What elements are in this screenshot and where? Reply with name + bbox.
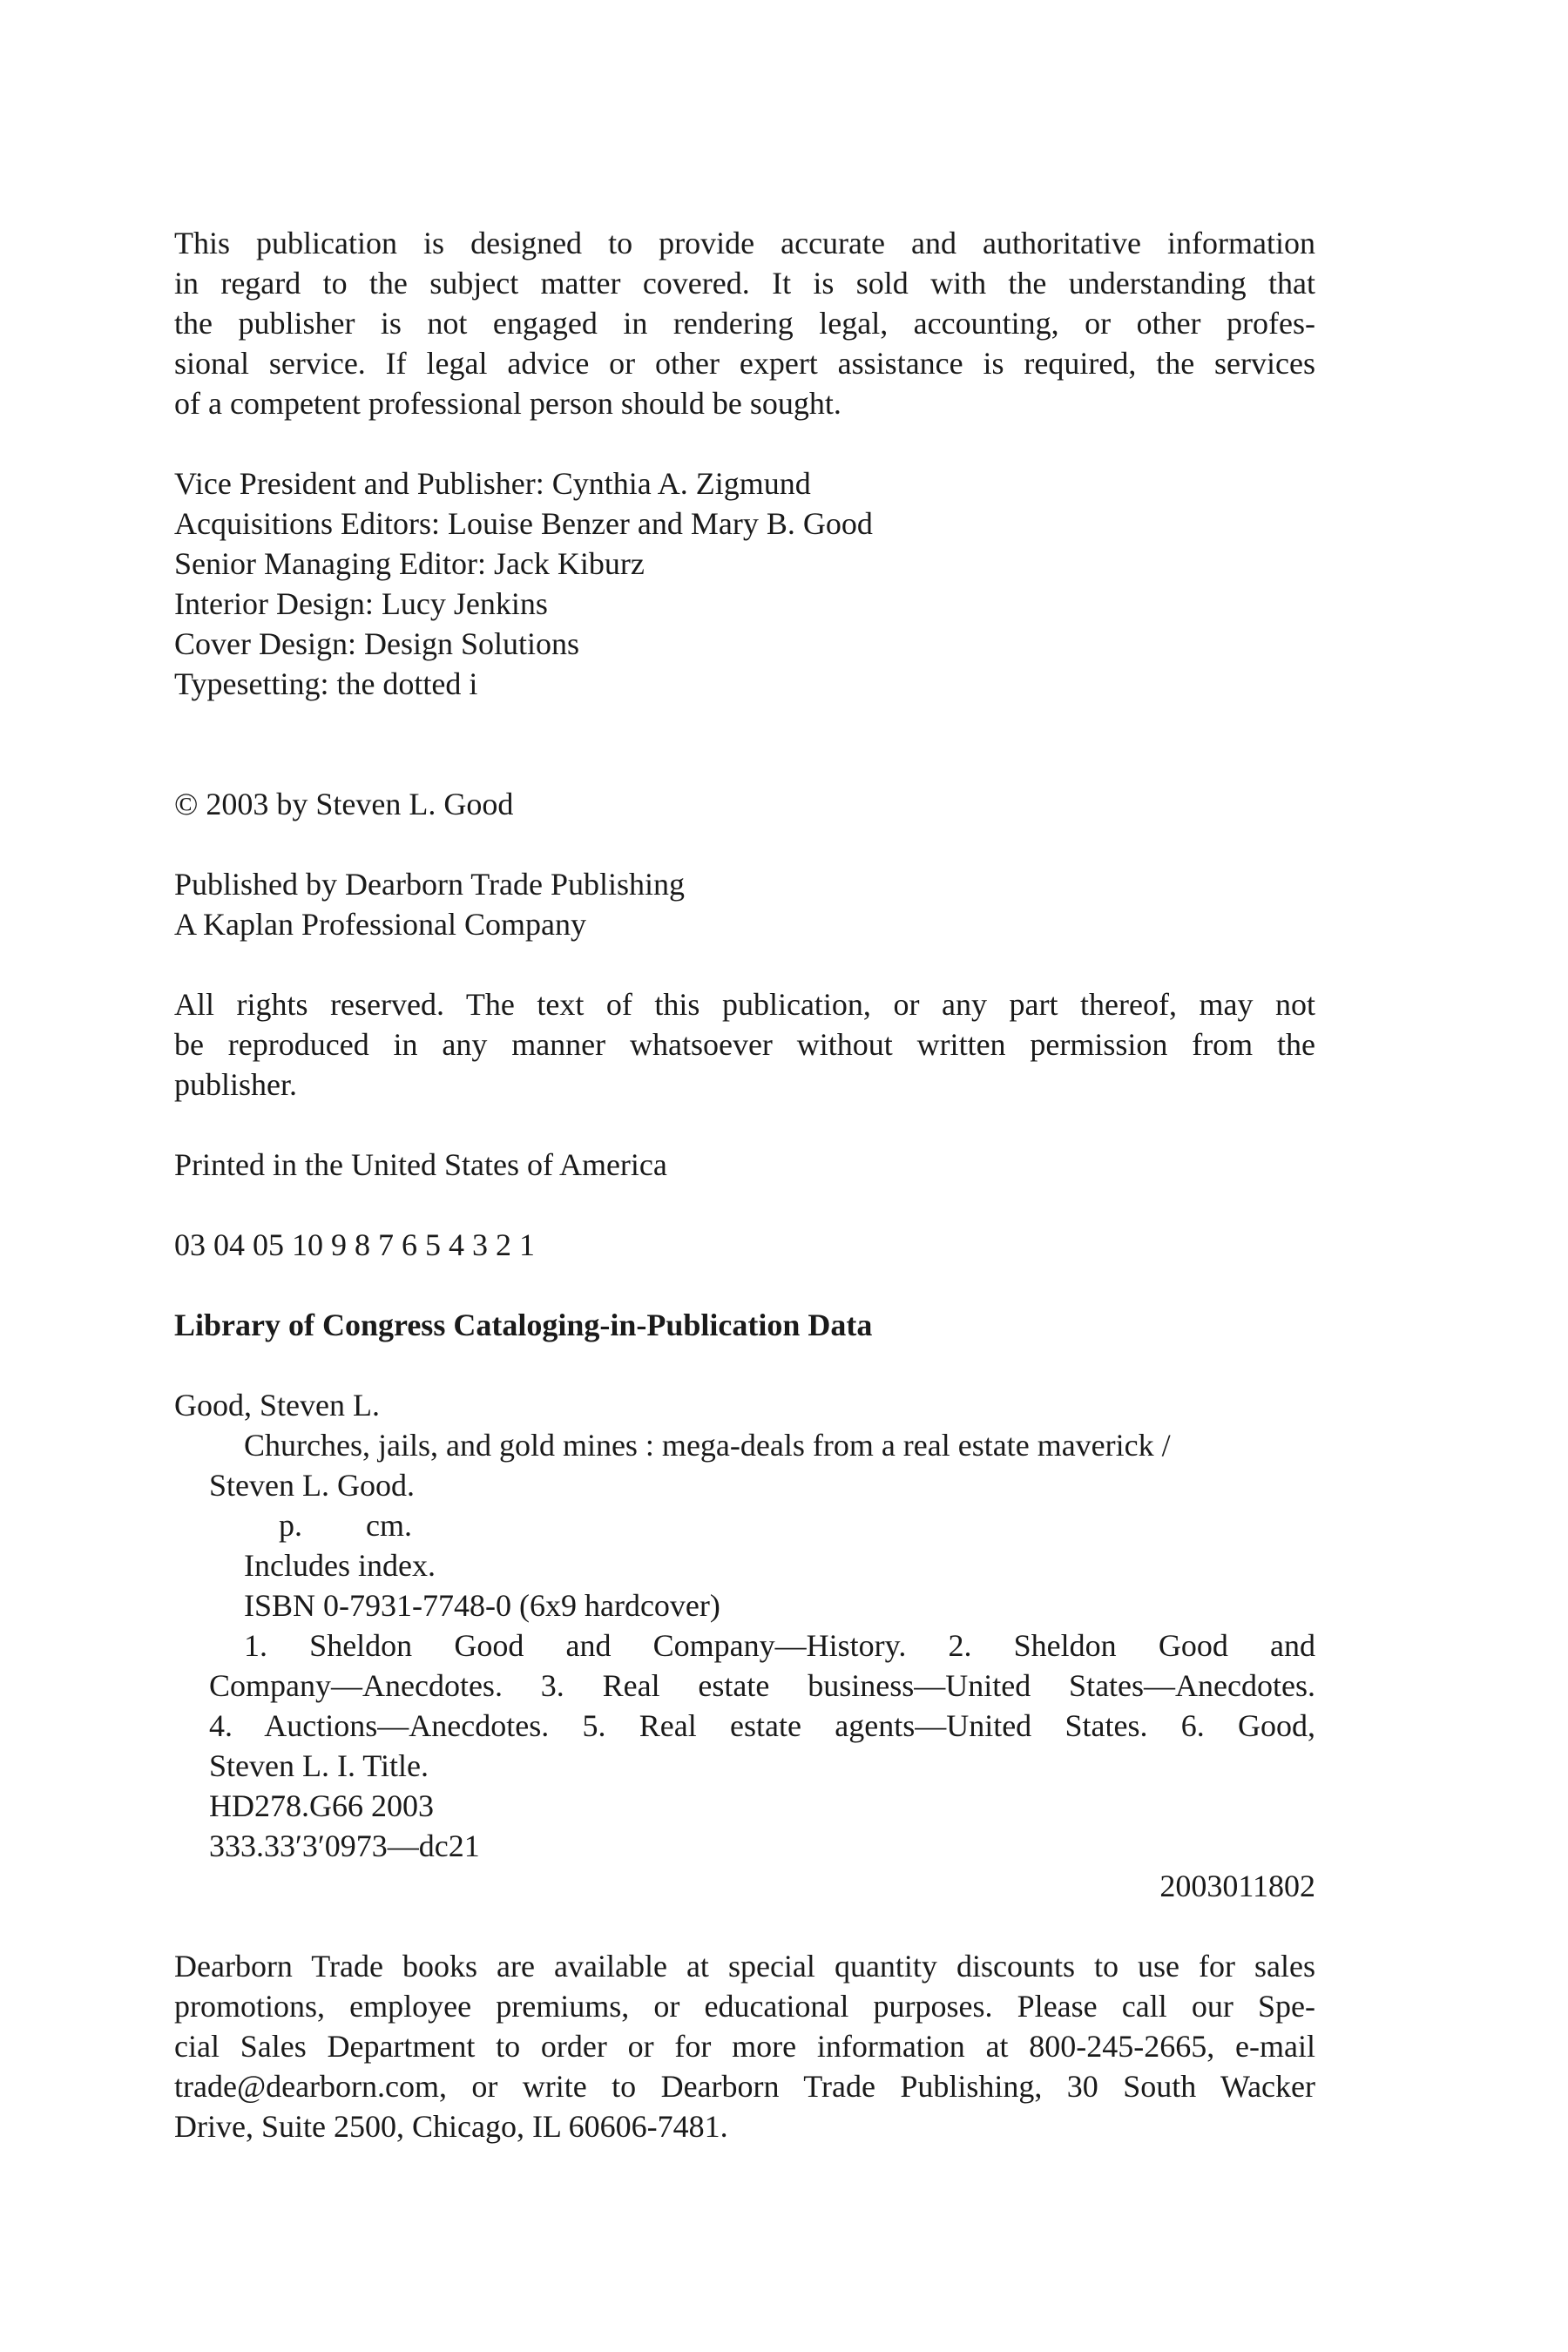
cip-subject-line: Company—Anecdotes. 3. Real estate business—United States—Anecdotes. xyxy=(209,1668,1315,1703)
sales-line: cial Sales Department to order or for more information at 800-245-2665, e-mail xyxy=(174,2029,1315,2064)
cip-isbn: ISBN 0-7931-7748-0 (6x9 hardcover) xyxy=(244,1588,720,1623)
cip-lccn: 2003011802 xyxy=(1159,1869,1315,1903)
credit-managing-editor: Senior Managing Editor: Jack Kiburz xyxy=(174,546,645,581)
cip-dewey: 333.33′3′0973—dc21 xyxy=(209,1828,480,1863)
credit-acquisitions: Acquisitions Editors: Louise Benzer and Mary B. Good xyxy=(174,506,873,541)
sales-line: Drive, Suite 2500, Chicago, IL 60606-7481. xyxy=(174,2109,728,2144)
sales-line: trade@dearborn.com, or write to Dearborn Trade Publishing, 30 South Wacker xyxy=(174,2069,1315,2104)
rights-line: publisher. xyxy=(174,1067,297,1102)
cip-heading: Library of Congress Cataloging-in-Publication Data xyxy=(174,1308,873,1342)
cip-subject-line: 1. Sheldon Good and Company—History. 2. Sheldon Good and xyxy=(244,1628,1315,1663)
print-number-line: 03 04 05 10 9 8 7 6 5 4 3 2 1 xyxy=(174,1227,535,1262)
publisher-name: Published by Dearborn Trade Publishing xyxy=(174,867,686,902)
disclaimer-line: the publisher is not engaged in rendering legal, accounting, or other profes- xyxy=(174,306,1315,341)
cip-author: Good, Steven L. xyxy=(174,1388,380,1423)
disclaimer-line: This publication is designed to provide accurate and authoritative information xyxy=(174,226,1315,260)
sales-line: Dearborn Trade books are available at special quantity discounts to use for sales xyxy=(174,1949,1315,1984)
cip-pages: p. xyxy=(279,1508,302,1543)
credit-publisher: Vice President and Publisher: Cynthia A. Zigmund xyxy=(174,466,811,501)
printed-in: Printed in the United States of America xyxy=(174,1147,667,1182)
credit-typesetting: Typesetting: the dotted i xyxy=(174,666,478,701)
rights-line: be reproduced in any manner whatsoever without written permission from the xyxy=(174,1027,1315,1062)
publisher-info xyxy=(174,864,1315,944)
disclaimer-line: sional service. If legal advice or other expert assistance is required, the services xyxy=(174,346,1315,381)
credit-cover-design: Cover Design: Design Solutions xyxy=(174,626,579,661)
cip-title-continued: Steven L. Good. xyxy=(209,1468,415,1503)
rights-paragraph xyxy=(174,984,1315,1105)
cip-physical-description xyxy=(174,1505,1315,1545)
sales-line: promotions, employee premiums, or educational purposes. Please call our Spe- xyxy=(174,1989,1315,2024)
cip-subject-line: Steven L. I. Title. xyxy=(209,1748,429,1783)
cip-lc-classification: HD278.G66 2003 xyxy=(209,1788,434,1823)
cip-subject-line: 4. Auctions—Anecdotes. 5. Real estate agents—United States. 6. Good, xyxy=(209,1708,1315,1743)
disclaimer-line: in regard to the subject matter covered. It is sold with the understanding that xyxy=(174,266,1315,301)
cip-size: cm. xyxy=(366,1508,412,1543)
cip-record xyxy=(174,1385,1315,1906)
credits-list xyxy=(174,463,1315,704)
cip-title: Churches, jails, and gold mines : mega-deals from a real estate maverick / xyxy=(244,1428,1171,1463)
disclaimer-paragraph xyxy=(174,223,1315,423)
copyright-page xyxy=(174,223,1315,2146)
publisher-company: A Kaplan Professional Company xyxy=(174,907,586,942)
disclaimer-line: of a competent professional person should be sought. xyxy=(174,386,841,421)
credit-interior-design: Interior Design: Lucy Jenkins xyxy=(174,586,548,621)
cip-index-note: Includes index. xyxy=(244,1548,436,1583)
copyright-notice: © 2003 by Steven L. Good xyxy=(174,787,514,821)
sales-paragraph xyxy=(174,1946,1315,2146)
rights-line: All rights reserved. The text of this publication, or any part thereof, may not xyxy=(174,987,1315,1022)
